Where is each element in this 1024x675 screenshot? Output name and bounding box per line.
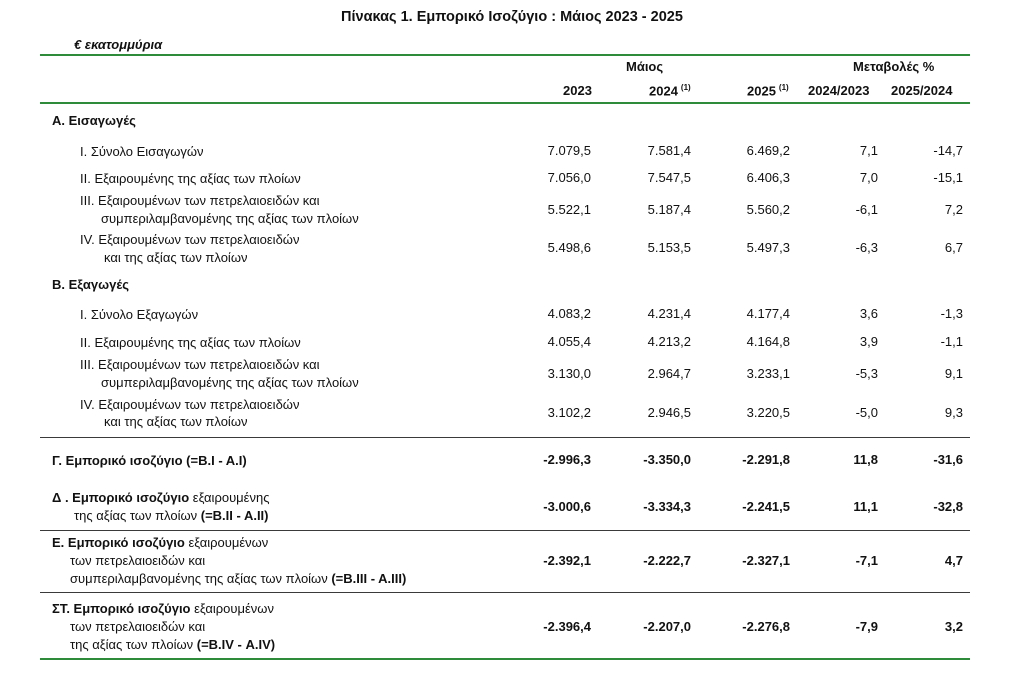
cell-2023: -2.396,4 [543,619,591,634]
balance-label: Γ. Εμπορικό ισοζύγιο (=Β.Ι - Α.Ι) [52,453,247,468]
header-2025: 2025 $^{(1)}$ [747,83,789,99]
row-label-cont: συμπεριλαμβανομένης της αξίας των πλοίων [101,375,359,390]
cell-change-2: -15,1 [933,170,963,185]
cell-change-1: 11,8 [853,452,878,467]
cell-2024: 2.946,5 [647,405,691,420]
row-label: III. Εξαιρουμένων των πετρελαιοειδών και [80,193,320,208]
cell-change-1: -7,1 [855,553,878,568]
row-label-cont: και της αξίας των πλοίων [104,250,248,265]
cell-2024: 5.153,5 [647,240,691,255]
cell-2025: 3.220,5 [746,405,790,420]
balance-label: Ε. Εμπορικό ισοζύγιο εξαιρουμένων [52,535,269,550]
cell-change-1: 3,9 [859,334,878,349]
cell-change-1: -5,3 [855,366,878,381]
cell-2023: 7.056,0 [547,170,591,185]
balance-label-cont: της αξίας των πλοίων (=Β.ΙV - Α.ΙV) [70,637,276,652]
cell-2024: -2.207,0 [643,619,691,634]
header-change-2025-2024: 2025/2024 [891,83,953,98]
cell-change-1: 3,6 [859,306,878,321]
cell-change-2: 9,1 [944,366,963,381]
cell-2025: 4.164,8 [746,334,790,349]
header-may: Μάιος [626,59,664,74]
cell-2023: 7.079,5 [547,143,591,158]
cell-2025: 5.497,3 [746,240,790,255]
cell-2024: 7.547,5 [647,170,691,185]
cell-2025: 5.560,2 [746,202,790,217]
section-divider [40,437,970,438]
cell-2025: -2.276,8 [742,619,790,634]
cell-2025: -2.327,1 [742,553,790,568]
cell-2025: -2.241,5 [742,499,790,514]
cell-2023: 3.102,2 [547,405,591,420]
cell-2024: 2.964,7 [647,366,691,381]
bottom-rule [40,658,970,660]
cell-2024: 4.213,2 [647,334,691,349]
unit-label: € εκατομμύρια [74,37,163,52]
cell-2025: -2.291,8 [742,452,790,467]
balance-label: Δ . Εμπορικό ισοζύγιο εξαιρουμένης [52,490,270,505]
top-rule [40,54,970,56]
cell-2023: 5.498,6 [547,240,591,255]
header-2024: 2024 $^{(1)}$ [649,83,691,99]
cell-2023: 4.055,4 [547,334,591,349]
section-exports-title: Β. Εξαγωγές [52,277,129,292]
cell-2024: 4.231,4 [647,306,691,321]
balance-label: ΣΤ. Εμπορικό ισοζύγιο εξαιρουμένων [52,601,274,616]
row-label: I. Σύνολο Εισαγωγών [80,144,204,159]
balance-label-cont: των πετρελαιοειδών και [70,553,206,568]
cell-2025: 6.469,2 [746,143,790,158]
balance-label-cont: της αξίας των πλοίων (=Β.ΙΙ - Α.ΙΙ) [74,508,269,523]
cell-change-2: -1,3 [940,306,963,321]
cell-2023: 5.522,1 [547,202,591,217]
cell-change-2: 9,3 [944,405,963,420]
cell-change-1: 7,1 [859,143,878,158]
table-title: Πίνακας 1. Εμπορικό Ισοζύγιο : Μάιος 2023 - 2025 [341,9,683,25]
cell-change-2: 6,7 [944,240,963,255]
cell-2023: -2.996,3 [543,452,591,467]
header-rule [40,102,970,104]
cell-change-2: 7,2 [944,202,963,217]
row-label: II. Εξαιρουμένης της αξίας των πλοίων [80,335,301,350]
header-change-2024-2023: 2024/2023 [808,83,870,98]
row-label: IV. Εξαιρουμένων των πετρελαιοειδών [80,232,300,247]
cell-change-2: -14,7 [933,143,963,158]
cell-2023: -2.392,1 [543,553,591,568]
cell-change-1: 11,1 [853,499,878,514]
cell-2024: -3.350,0 [643,452,691,467]
cell-change-1: -6,3 [855,240,878,255]
cell-change-1: -7,9 [855,619,878,634]
cell-change-1: 7,0 [859,170,878,185]
cell-change-1: -5,0 [855,405,878,420]
cell-2024: 5.187,4 [647,202,691,217]
cell-change-2: -31,6 [933,452,963,467]
cell-2025: 6.406,3 [746,170,790,185]
balance-label-cont: των πετρελαιοειδών και [70,619,206,634]
row-label-cont: συμπεριλαμβανομένης της αξίας των πλοίων [101,211,359,226]
cell-change-1: -6,1 [855,202,878,217]
row-label: III. Εξαιρουμένων των πετρελαιοειδών και [80,357,320,372]
row-label: II. Εξαιρουμένης της αξίας των πλοίων [80,171,301,186]
row-label: IV. Εξαιρουμένων των πετρελαιοειδών [80,397,300,412]
balance-label-cont: συμπεριλαμβανομένης της αξίας των πλοίων (=Β.ΙΙΙ - Α.ΙΙΙ) [70,571,407,586]
section-divider [40,592,970,593]
cell-2023: 3.130,0 [547,366,591,381]
cell-2023: 4.083,2 [547,306,591,321]
cell-2025: 4.177,4 [746,306,790,321]
cell-change-2: 3,2 [944,619,963,634]
row-label: I. Σύνολο Εξαγωγών [80,307,199,322]
cell-2025: 3.233,1 [746,366,790,381]
cell-2023: -3.000,6 [543,499,591,514]
header-2023: 2023 [563,83,592,98]
header-change: Μεταβολές % [853,59,935,74]
row-label-cont: και της αξίας των πλοίων [104,414,248,429]
cell-2024: 7.581,4 [647,143,691,158]
cell-2024: -3.334,3 [643,499,691,514]
cell-change-2: -1,1 [940,334,963,349]
section-divider [40,530,970,531]
cell-change-2: -32,8 [933,499,963,514]
section-imports-title: Α. Εισαγωγές [52,113,136,128]
cell-2024: -2.222,7 [643,553,691,568]
cell-change-2: 4,7 [944,553,963,568]
